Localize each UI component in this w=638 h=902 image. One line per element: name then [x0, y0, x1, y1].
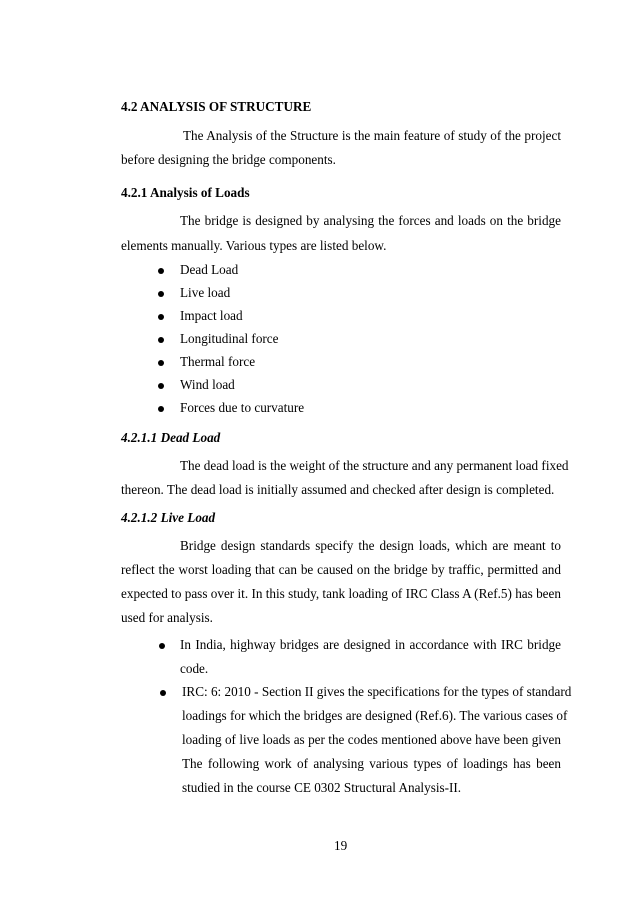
- dead-load-line-1: The dead load is the weight of the structure and any permanent load fixed: [180, 458, 569, 473]
- intro-line-1: The Analysis of the Structure is the main feature of study of the project: [183, 128, 561, 143]
- bullet-icon: [158, 268, 164, 274]
- page-number: 19: [334, 838, 348, 853]
- note-2-line-4: The following work of analysing various types of loadings has been: [182, 756, 561, 771]
- bullet-icon: [158, 406, 164, 412]
- note-2-line-5: studied in the course CE 0302 Structural Analysis-II.: [182, 780, 462, 795]
- loads-para-line-1: The bridge is designed by analysing the forces and loads on the bridge: [180, 213, 561, 228]
- list-item-label: Longitudinal force: [180, 331, 279, 346]
- dead-load-heading: 4.2.1.1 Dead Load: [121, 430, 221, 445]
- section-heading: 4.2 ANALYSIS OF STRUCTURE: [121, 99, 312, 114]
- note-1-line-1: In India, highway bridges are designed in accordance with IRC bridge: [180, 637, 561, 652]
- live-load-line-4: used for analysis.: [121, 610, 213, 625]
- loads-para-line-2: elements manually. Various types are listed below.: [121, 238, 387, 253]
- note-2-line-1: IRC: 6: 2010 - Section II gives the specifications for the types of standard: [182, 684, 572, 699]
- live-load-line-2: reflect the worst loading that can be caused on the bridge by traffic, permitted and: [121, 562, 561, 577]
- dead-load-line-2: thereon. The dead load is initially assumed and checked after design is completed.: [121, 482, 555, 497]
- live-load-line-3: expected to pass over it. In this study, tank loading of IRC Class A (Ref.5) has been: [121, 586, 561, 601]
- list-item-label: Wind load: [180, 377, 235, 392]
- list-item-label: Thermal force: [180, 354, 256, 369]
- bullet-icon: [158, 360, 164, 366]
- list-item-label: Forces due to curvature: [180, 400, 305, 415]
- bullet-icon: [158, 291, 164, 297]
- bullet-icon: [158, 383, 164, 389]
- subsection-heading: 4.2.1 Analysis of Loads: [121, 185, 250, 200]
- list-item-label: Impact load: [180, 308, 243, 323]
- bullet-icon: [159, 643, 165, 649]
- note-1-line-2: code.: [180, 661, 209, 676]
- bullet-icon: [160, 690, 166, 696]
- note-2-line-2: loadings for which the bridges are designed (Ref.6). The various cases of: [182, 708, 568, 723]
- live-load-heading: 4.2.1.2 Live Load: [121, 510, 216, 525]
- bullet-icon: [158, 314, 164, 320]
- note-2-line-3: loading of live loads as per the codes mentioned above have been given: [182, 732, 561, 747]
- live-load-line-1: Bridge design standards specify the design loads, which are meant to: [180, 538, 561, 553]
- intro-line-2: before designing the bridge components.: [121, 152, 336, 167]
- list-item-label: Dead Load: [180, 262, 239, 277]
- list-item-label: Live load: [180, 285, 231, 300]
- bullet-icon: [158, 337, 164, 343]
